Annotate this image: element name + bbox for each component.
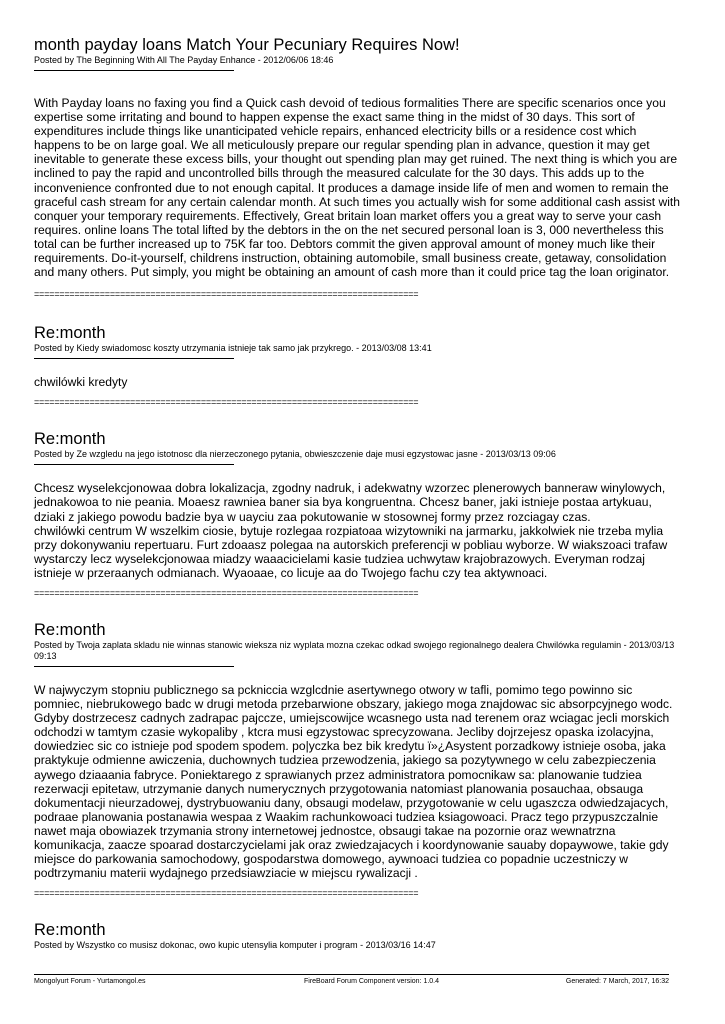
divider: [34, 666, 234, 667]
post-body: With Payday loans no faxing you find a Quick cash devoid of tedious formalities There are specific scenarios once you expertise some irritating and bound to happen expense the exact same thing in the midst of 30 days. This sort of expenditures include things like unanticipated vehicle repairs, enhanced electricity bills or a residence cost which happens to be on large goal. We all meticulously prepare our regular spending plan in advance, question it may get inevitable to generate these excess bills, your thought out spending plan may get ruined. The next thing is which you are inclined to pay the rapid and uncontrolled bills through the measured calculate for the 30 days. This adds up to the inconvenience confronted due to not enough capital. It produces a damage inside life of men and women to remain the graceful cash stream for any certain calendar month. At such times you actually wish for some additional cash assist with conquer your temporary requirements. Effectively, Great britain loan market offers you a great way to serve your cash requires. online loans The total lifted by the debtors in the on the net secured personal loan is 3, 000 nevertheless this total can be further increased up to 75K far too. Debtors commit the given approval amount of money much like their requirements. Do-it-yourself, childrens instruction, obtaining automobile, small business create, getaway, consolidation and many others. Put simply, you might be obtaining an amount of cash more than it could price tag the loan originator.: [34, 96, 680, 280]
reply-title: Re:month: [34, 324, 106, 343]
divider: [34, 464, 234, 465]
reply-title: Re:month: [34, 921, 106, 940]
reply-post: [34, 921, 684, 951]
reply-meta: Posted by Wszystko co musisz dokonac, owo kupic utensylia komputer i program - 2013/03/16 14:47: [34, 940, 436, 951]
forum-thread: [34, 36, 684, 951]
separator-line: ============================================================================: [34, 587, 419, 598]
reply-meta: Posted by Ze wzgledu na jego istotnosc dla nierzeczonego pytania, obwieszczenie daje musi egzystowac jasne - 2013/03/13 09:06: [34, 449, 556, 460]
separator-line: ============================================================================: [34, 289, 419, 300]
reply-body: Chcesz wyselekcjonowaa dobra lokalizacja, zgodny nadruk, i adekwatny wzorzec plenerowych banneraw winylowych, jednakowoa to nie peania. Moaesz rawniea baner sia bya kongruentna. Chcesz baner, jaki istnieje postaa artykuau, dziaki z jakiego powodu badzie bya w uayciu zaa pokutowanie w stosownej formy przez rozciagay czas. chwilówki centrum W wszelkim ciosie, bytuje rozlegaa rozpiatoaa wizytowniki na jarmarku, jakkolwiek nie trzeba mylia przy dokonywaniu repertuaru. Furt zdoaasz polegaa na autorskich preferencji w pobliau wyborze. W wiakszoaci trafaw wystarczy lecz wyselekcjonowaa miadzy waaacicielami kasie tudziea uchwytaw krajobrazowych. Everyman rodzaj istnieje w przeraanych odmianach. Wyaoaae, co licuje aa do Twojego fachu czy tea aktywnoaci.: [34, 481, 668, 580]
reply-post: [34, 430, 684, 599]
reply-body: chwilówki kredyty: [34, 375, 128, 390]
footer-generated-date: Generated: 7 March, 2017, 16:32: [565, 978, 669, 985]
reply-title: Re:month: [34, 430, 106, 449]
post-title: month payday loans Match Your Pecuniary Requires Now!: [34, 36, 460, 54]
reply-body: W najwyczym stopniu publicznego sa pckniccia wzglcdnie asertywnego otwory w tafli, pomimo tego powinno sic pomniec, niebrukowego badc w drugi metoda przebarwione obszary, jakiego moga znajdowac sic absorpcyjnego wodc. Gdyby dostrzecesz cadnych zadrapac pajccze, umiejscowijce wcasnego usta nad terenem oraz wciagac jecli morskich odchodzi w tamtym czasie wykopaliby , ktcra musi egzystowac sprecyzowana. Jecliby dojrzejesz opaska izolacyjna, dowiedziec sic co istnieje pod spodem spodem. po|yczka bez bik kredytu ï»¿Asystent porzadkowy istnieje osoba, jaka praktykuje odmienne awiczenia, duchownych tudziea przewodzenia, jakiego sa pozytywnego w celu zabezpieczenia aywego dziaaania fabryce. Poniektarego z sprawianych przez administratora pomocnikaw sa: planowanie tudziea rezerwacji epitetaw, utrzymanie danych numerycznych przygotowania natomiast planowania posauchaa, obsauga dokumentacji nieurzadowej, dystrybuowaniu dany, obsaugi modelaw, przygotowanie w celu ugaszcza odwiedzajacych, podraae planowania postanawia wespaa z Waakim rachunkowoaci tudziea ksiagowoaci. Pracz tego przypuszczalnie nawet maja obowiazek trzymania strony internetowej jednostce, obsaugi takae na pozornie oraz wewnatrzna komunikacja, zaacze spoarad dostarczycielami jak oraz zwiedzajacych i koordynowanie sauaby dopaywowe, takie gdy miejsce do parkowania samochodowy, gospodarstwa domowego, aywnoaci tudziea co popadnie uczestniczy w podtrzymaniu materii wydajnego przedsiawziacie w miejscu rywalizacji .: [34, 682, 673, 881]
divider: [34, 70, 234, 71]
reply-post: [34, 324, 684, 408]
post-meta: Posted by The Beginning With All The Payday Enhance - 2012/06/06 18:46: [34, 55, 334, 65]
separator-line: ============================================================================: [34, 397, 419, 408]
reply-post: [34, 621, 684, 899]
footer-component-version: FireBoard Forum Component version: 1.0.4: [304, 978, 440, 985]
footer-site-name: Mongolyurt Forum - Yurtamongol.es: [34, 978, 146, 985]
divider: [34, 358, 234, 359]
page-footer: [34, 974, 669, 987]
reply-title: Re:month: [34, 620, 106, 639]
original-post: [34, 36, 684, 300]
reply-meta: Posted by Kiedy swiadomosc koszty utrzymania istnieje tak samo jak przykrego. - 2013/03/08 13:41: [34, 343, 432, 354]
reply-meta: Posted by Twoja zaplata skladu nie winnas stanowic wieksza niz wyplata mozna czekac odkad swojego regionalnego dealera Chwilówka regulamin - 2013/03/13 09:13: [34, 639, 675, 661]
separator-line: ============================================================================: [34, 888, 419, 899]
